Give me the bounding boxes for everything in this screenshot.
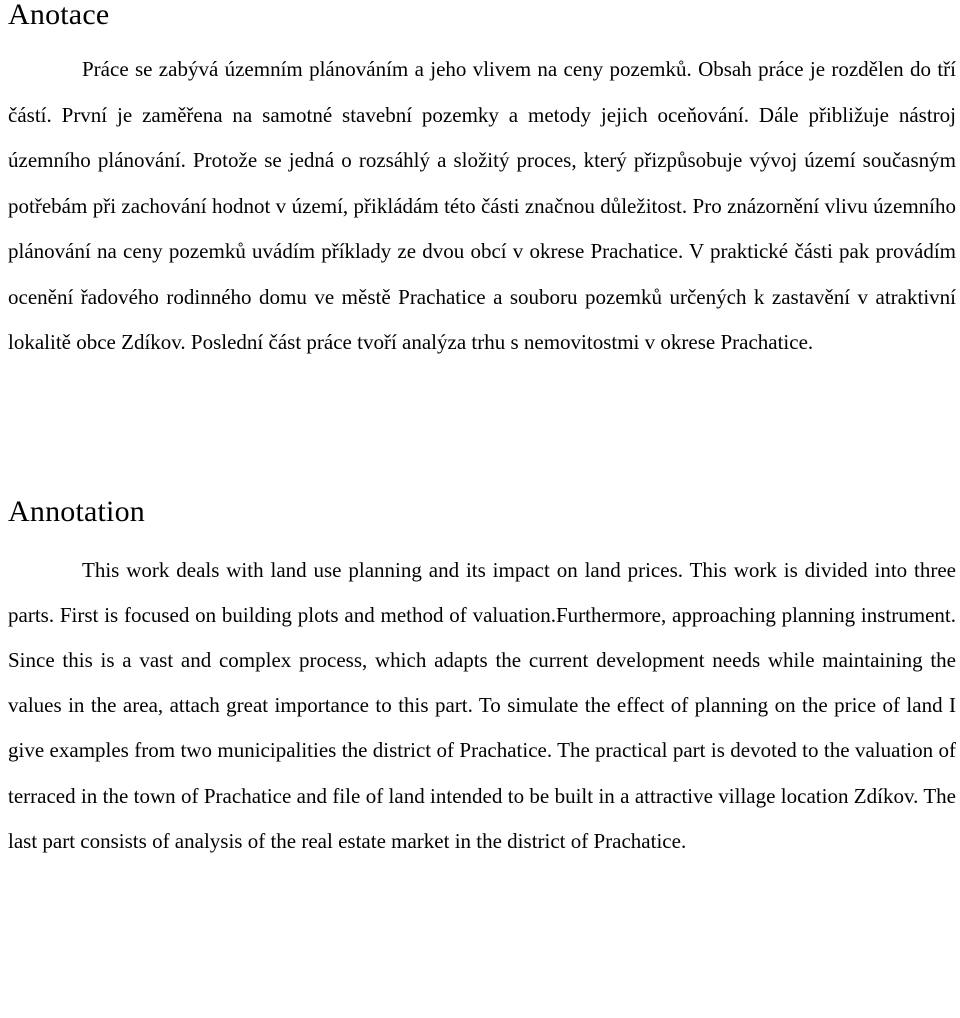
english-section	[8, 494, 956, 864]
document-page	[8, 0, 956, 864]
czech-section	[8, 0, 956, 366]
czech-heading: Anotace	[8, 0, 110, 31]
czech-abstract: Práce se zabývá územním plánováním a jeho vlivem na ceny pozemků. Obsah práce je rozdělen do tří částí. První je zaměřena na samotné stavební pozemky a metody jejich oceňování. Dále přibližuje nástroj územního plánování. Protože se jedná o rozsáhlý a složitý proces, který přizpůsobuje vývoj území současným potřebám při zachování hodnot v území, přikládám této části značnou důležitost. Pro znázornění vlivu územního plánování na ceny pozemků uvádím příklady ze dvou obcí v okrese Prachatice. V praktické části pak provádím ocenění řadového rodinného domu ve městě Prachatice a souboru pozemků určených k zastavění v atraktivní lokalitě obce Zdíkov. Poslední část práce tvoří analýza trhu s nemovitostmi v okrese Prachatice.	[8, 57, 956, 354]
english-abstract: This work deals with land use planning and its impact on land prices. This work is divided into three parts. First is focused on building plots and method of valuation.Furthermore, approaching planning instrument. Since this is a vast and complex process, which adapts the current development needs while maintaining the values in the area, attach great importance to this part. To simulate the effect of planning on the price of land I give examples from two municipalities the district of Prachatice. The practical part is devoted to the valuation of terraced in the town of Prachatice and file of land intended to be built in a attractive village location Zdíkov. The last part consists of analysis of the real estate market in the district of Prachatice.	[8, 557, 956, 853]
section-divider-space	[8, 366, 956, 497]
english-heading: Annotation	[8, 494, 145, 528]
